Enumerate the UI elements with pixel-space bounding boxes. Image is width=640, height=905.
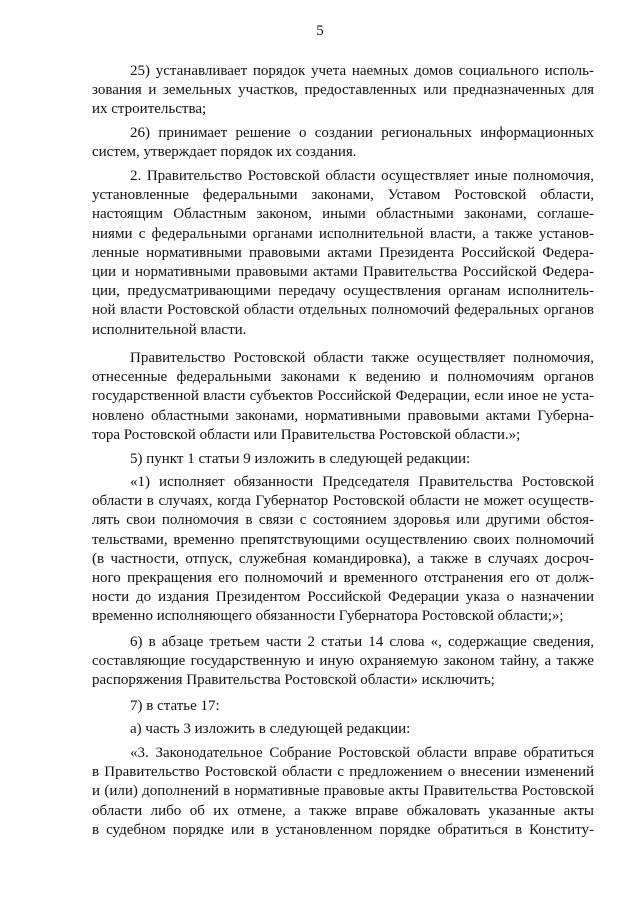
- text-line: в Правительство Ростовской области с предложением о внесении изменений: [92, 764, 594, 781]
- text-line: зования и земельных участков, предоставленных или предназначенных для: [92, 82, 594, 99]
- paragraph-amend-5: [92, 450, 594, 469]
- text-line: ции и нормативными правовыми актами Правительства Российской Федера-: [92, 264, 594, 281]
- text-line: ленные нормативными правовыми актами Президента Российской Федера-: [92, 244, 594, 261]
- text-line: распоряжения Правительства Ростовской области» исключить;: [92, 672, 495, 689]
- paragraph-quote-3: [92, 744, 594, 840]
- paragraph-item-25: [92, 62, 594, 120]
- text-line: 2. Правительство Ростовской области осуществляет иные полномочия,: [130, 168, 594, 184]
- text-line: ной власти Ростовской области отдельных полномочий федеральных органов: [92, 302, 594, 319]
- text-line: 7) в статье 17:: [130, 698, 220, 714]
- paragraph-item-26: [92, 124, 594, 162]
- text-line: и (или) дополнений в нормативные правовые акты Правительства Ростовской: [92, 783, 594, 800]
- text-line: тора Ростовской области или Правительства Ростовской области.»;: [92, 426, 521, 443]
- text-line: тельствами, временно препятствующими осуществлению своих полномочий: [92, 531, 594, 548]
- text-line: 26) принимает решение о создании региональных информационных: [130, 125, 594, 141]
- text-line: составляющие государственную и иную охраняемую законом тайну, а также: [92, 653, 594, 670]
- text-line: а) часть 3 изложить в следующей редакции:: [130, 721, 411, 737]
- text-line: ности до издания Президентом Российской Федерации указа о назначении: [92, 589, 594, 606]
- paragraph-amend-7a: [92, 720, 594, 739]
- text-line: государственной власти субъектов Российской Федерации, если иное не уста-: [92, 388, 594, 405]
- text-line: отнесенные федеральными законами к ведению и полномочиям органов: [92, 369, 594, 386]
- text-line: их строительства;: [92, 101, 207, 118]
- text-line: настоящим Областным законом, иными областными законами, соглаше-: [92, 206, 594, 223]
- text-line: Правительство Ростовской области также осуществляет полномочия,: [130, 350, 594, 366]
- paragraph-amend-7: [92, 697, 594, 716]
- text-line: установленные федеральными законами, Уставом Ростовской области,: [92, 187, 594, 204]
- paragraph-amend-6: [92, 633, 594, 691]
- text-line: систем, утверждает порядок их создания.: [92, 144, 357, 161]
- text-line: в судебном порядке или в установленном порядке обратиться в Конститу-: [92, 821, 594, 838]
- text-line: «1) исполняет обязанности Председателя Правительства Ростовской: [130, 474, 594, 490]
- text-line: (в частности, отпуск, служебная командировка), а также в случаях досроч-: [92, 550, 594, 567]
- page-number: 5: [316, 23, 324, 39]
- text-line: 25) устанавливает порядок учета наемных домов социального исполь-: [130, 63, 594, 79]
- text-line: лять свои полномочия в связи с состоянием здоровья или другими обстоя-: [92, 512, 594, 529]
- text-line: 6) в абзаце третьем части 2 статьи 14 слова «, содержащие сведения,: [130, 634, 594, 650]
- paragraph-government-powers: [92, 349, 594, 445]
- text-line: ции, предусматривающими передачу осуществления органам исполнитель-: [92, 283, 594, 300]
- paragraph-clause-2: [92, 167, 594, 340]
- text-line: области либо об их отмене, а также вправе обжаловать указанные акты: [92, 802, 594, 819]
- text-line: области в случаях, когда Губернатор Ростовской области не может осуществ-: [92, 493, 594, 510]
- text-line: временно исполняющего обязанности Губернатора Ростовской области;»;: [92, 608, 564, 625]
- text-line: ниями с федеральными органами исполнительной власти, а также установ-: [92, 225, 594, 242]
- text-line: «3. Законодательное Собрание Ростовской области вправе обратиться: [130, 745, 594, 761]
- text-line: 5) пункт 1 статьи 9 изложить в следующей редакции:: [130, 451, 471, 467]
- paragraph-quote-1: [92, 473, 594, 627]
- text-line: ного прекращения его полномочий и временного отстранения его от долж-: [92, 570, 594, 587]
- text-line: исполнительной власти.: [92, 321, 247, 338]
- text-line: новлено областными законами, нормативными правовыми актами Губерна-: [92, 407, 594, 424]
